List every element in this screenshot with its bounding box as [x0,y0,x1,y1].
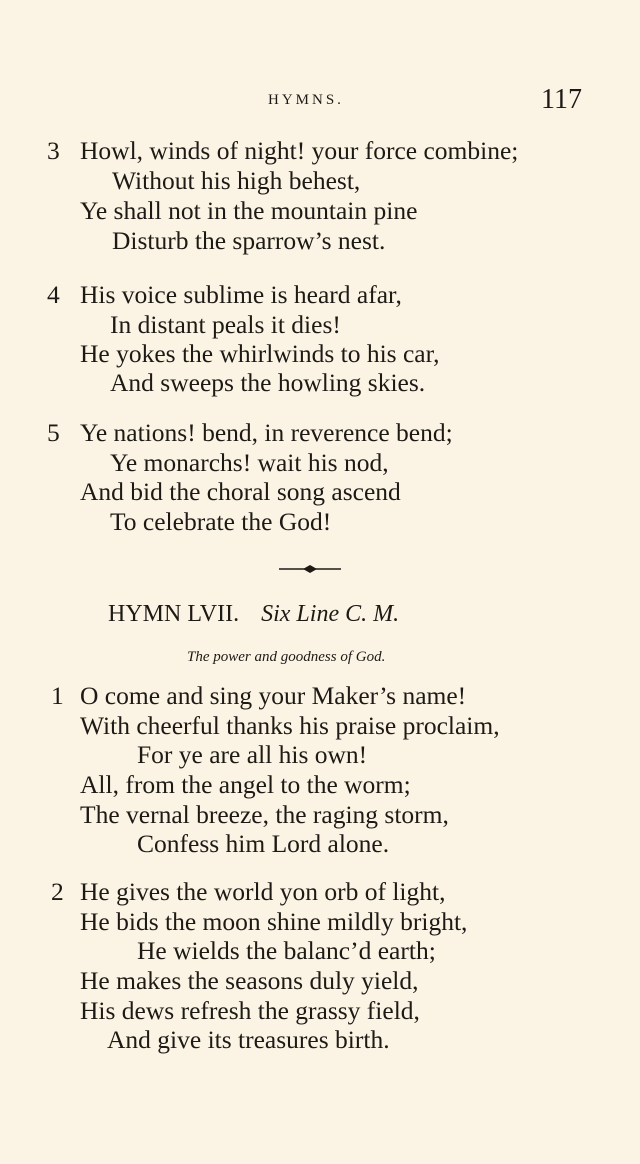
verse-number: 1 [51,681,64,710]
page-number: 117 [541,84,582,115]
verse-line: Disturb the sparrow’s nest. [112,226,386,255]
hymn-meter: Six Line C. M. [261,601,400,627]
verse-line: And bid the choral song ascend [80,477,401,506]
verse-line: He gives the world yon orb of light, [80,877,446,906]
verse-line: He makes the seasons duly yield, [80,966,419,995]
verse-line: Ye monarchs! wait his nod, [110,448,389,477]
verse-line: His dews refresh the grassy field, [80,996,420,1025]
verse-line: Ye nations! bend, in reverence bend; [80,418,453,447]
verse-line: Without his high behest, [112,166,361,195]
verse-line: O come and sing your Maker’s name! [80,681,467,710]
verse-line: And sweeps the howling skies. [110,368,426,397]
ornament-divider [279,563,341,575]
verse-line: In distant peals it dies! [110,310,341,339]
verse-number: 3 [47,136,60,165]
verse-number: 5 [47,418,60,447]
verse-line: And give its treasures birth. [107,1025,390,1054]
hymn-number: HYMN LVII. [108,601,240,627]
running-header: HYMNS. [268,92,344,108]
verse-number: 4 [47,280,60,309]
verse-line: He wields the balanc’d earth; [137,936,436,965]
verse-line: Confess him Lord alone. [137,829,390,858]
verse-line: All, from the angel to the worm; [80,770,411,799]
verse-line: The vernal breeze, the raging storm, [80,800,449,829]
verse-line: For ye are all his own! [137,740,368,769]
verse-line: He bids the moon shine mildly bright, [80,907,468,936]
verse-line: His voice sublime is heard afar, [80,280,402,309]
verse-line: To celebrate the God! [110,507,332,536]
verse-line: Ye shall not in the mountain pine [80,196,418,225]
verse-number: 2 [51,877,64,906]
hymn-subtitle: The power and goodness of God. [187,649,386,665]
verse-line: Howl, winds of night! your force combine; [80,136,519,165]
verse-line: He yokes the whirlwinds to his car, [80,339,440,368]
hymn-heading [108,601,399,628]
verse-line: With cheerful thanks his praise proclaim, [80,711,500,740]
